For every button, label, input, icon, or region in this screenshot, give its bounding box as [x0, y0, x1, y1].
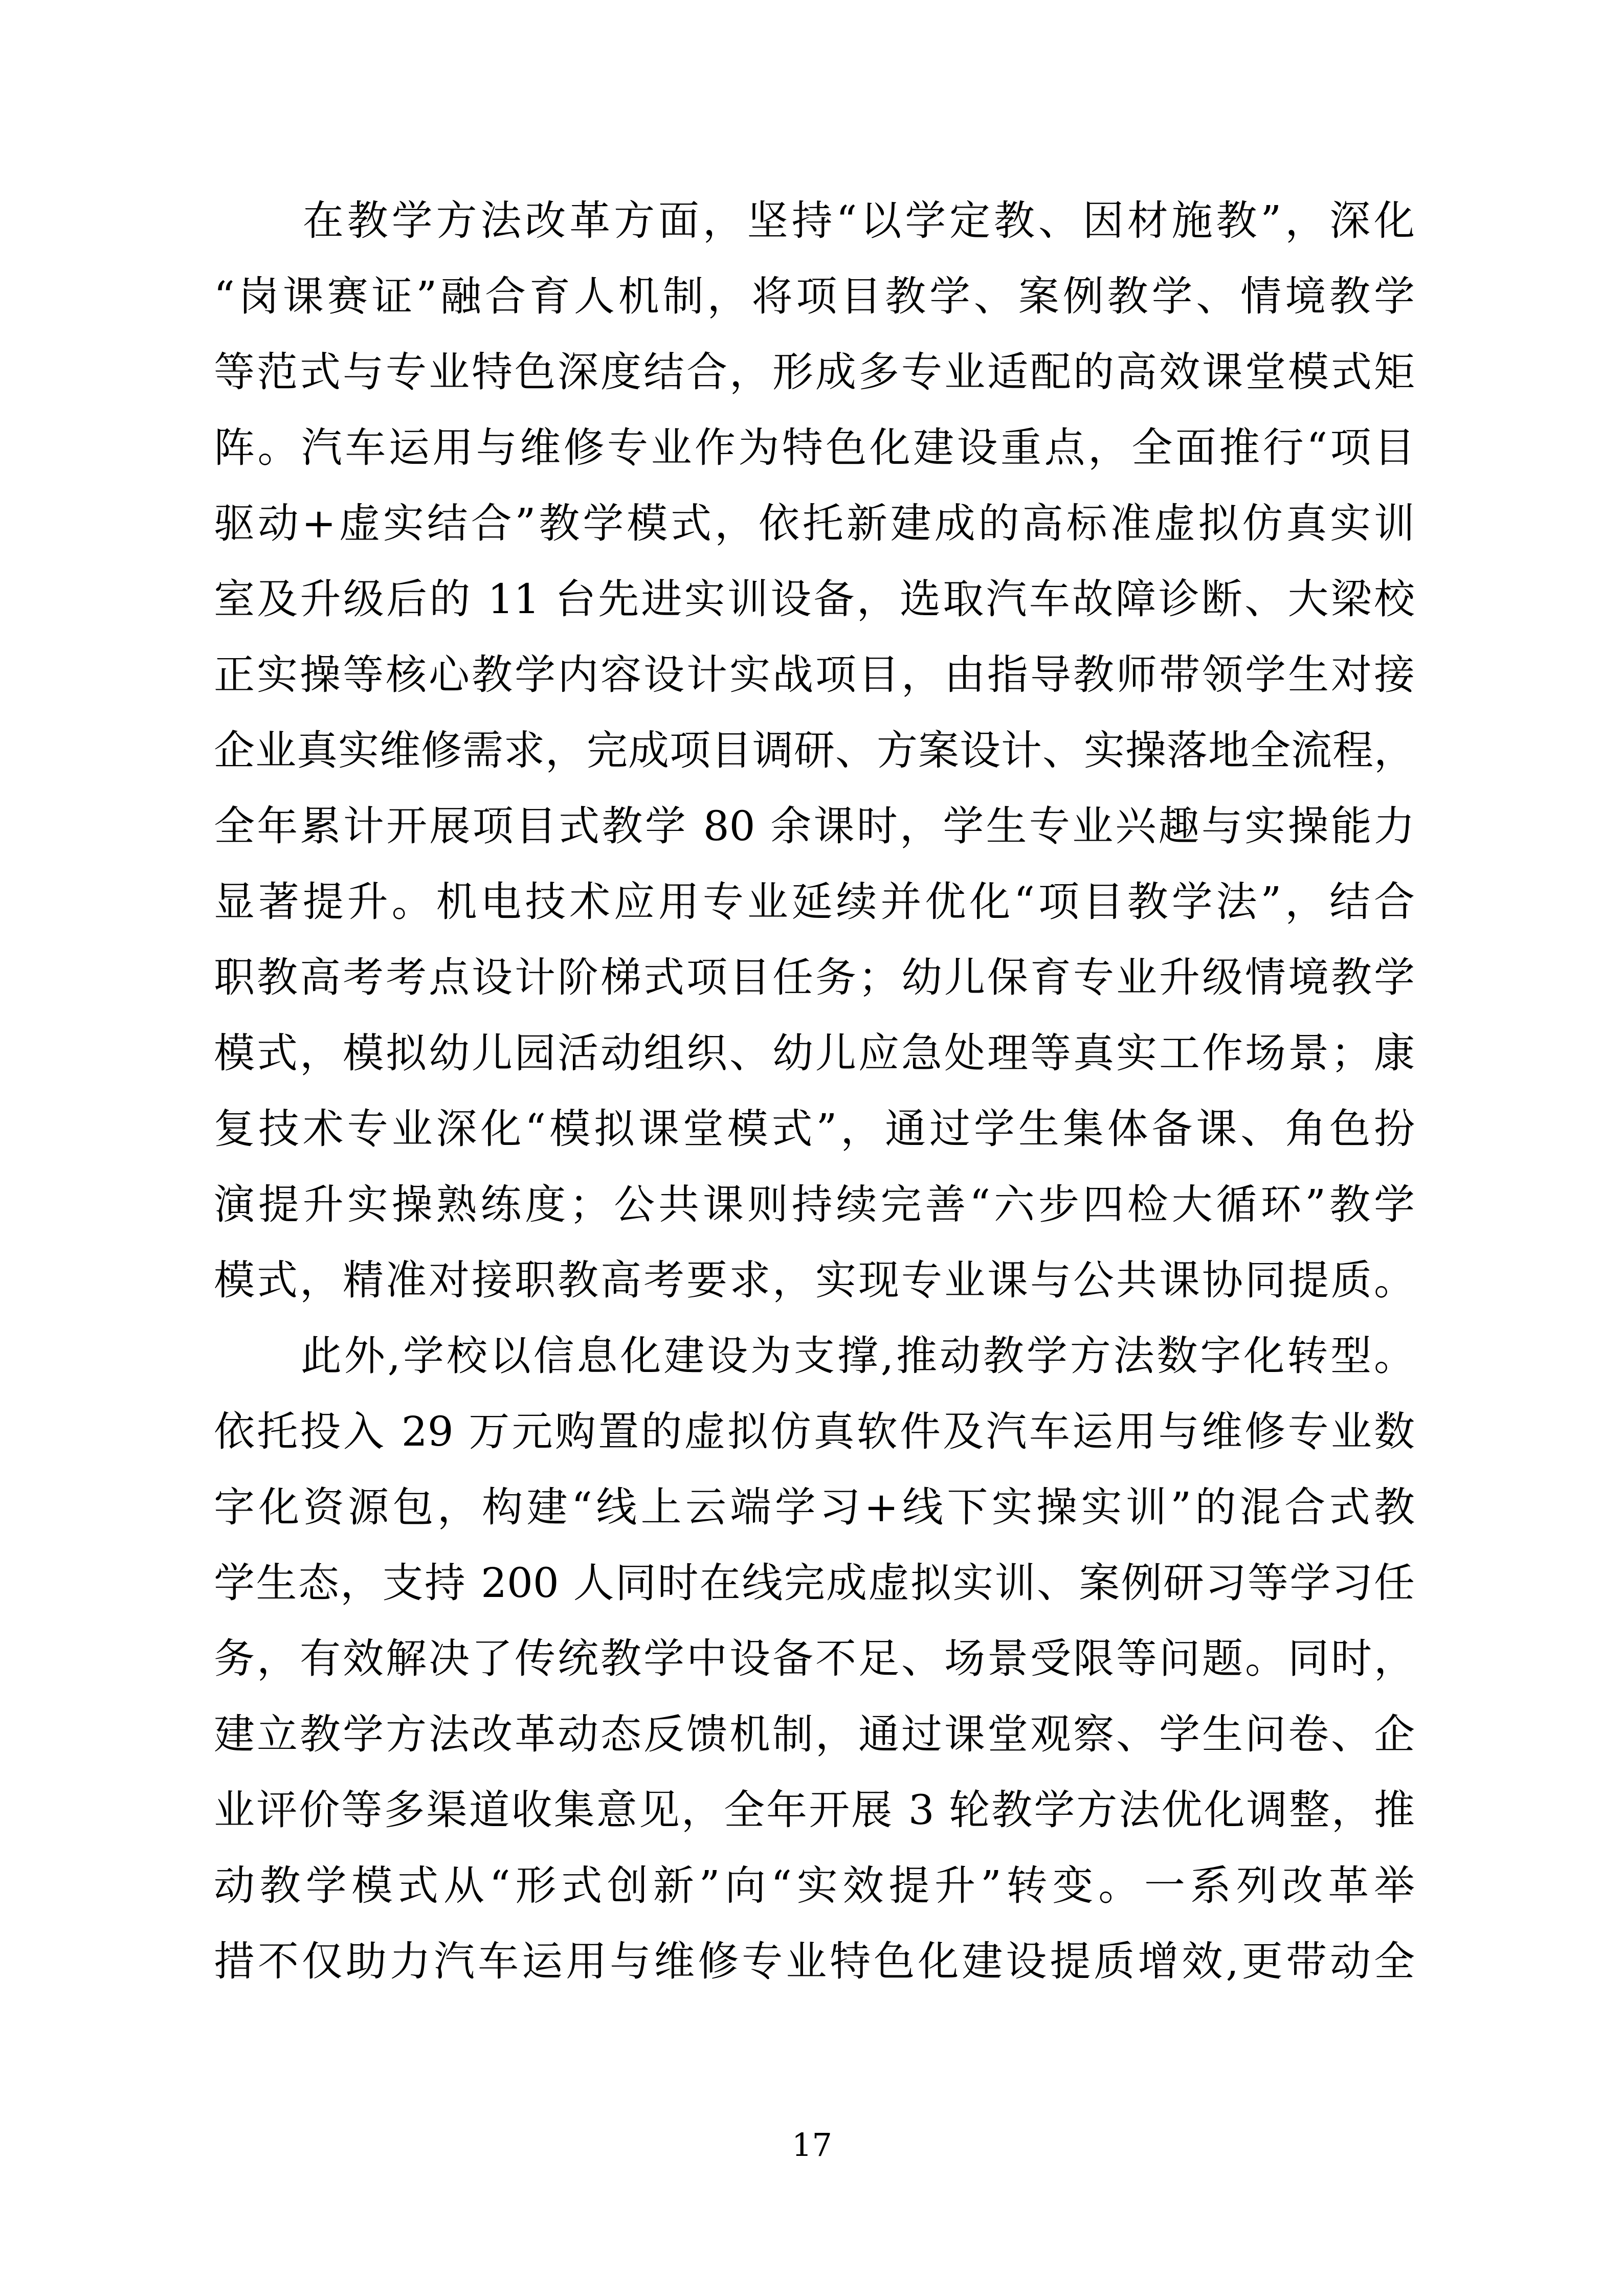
text-line: 全年累计开展项目式教学 80 余课时，学生专业兴趣与实操能力 — [214, 802, 1415, 850]
paragraph — [214, 1318, 1415, 1999]
text-line: 在教学方法改革方面，坚持“以学定教、因材施教”，深化 — [214, 197, 1415, 244]
text-line: 业评价等多渠道收集意见，全年开展 3 轮教学方法优化调整，推 — [214, 1786, 1415, 1834]
text-line: 显著提升。机电技术应用专业延续并优化“项目教学法”，结合 — [214, 878, 1415, 926]
text-line: 此外,学校以信息化建设为支撑,推动教学方法数字化转型。 — [214, 1332, 1415, 1380]
page-footer — [0, 2127, 1624, 2163]
text-line: 措不仅助力汽车运用与维修专业特色化建设提质增效,更带动全 — [214, 1938, 1415, 1985]
page-number: 17 — [792, 2126, 832, 2164]
text-line: 正实操等核心教学内容设计实战项目，由指导教师带领学生对接 — [214, 651, 1415, 699]
text-line: 职教高考考点设计阶梯式项目任务；幼儿保育专业升级情境教学 — [214, 954, 1415, 1001]
text-line: 演提升实操熟练度；公共课则持续完善“六步四检大循环”教学 — [214, 1181, 1415, 1228]
text-line: 等范式与专业特色深度结合，形成多专业适配的高效课堂模式矩 — [214, 348, 1415, 396]
text-line: 学生态，支持 200 人同时在线完成虚拟实训、案例研习等学习任 — [214, 1559, 1415, 1607]
text-line: “岗课赛证”融合育人机制，将项目教学、案例教学、情境教学 — [214, 273, 1415, 320]
text-line: 动教学模式从“形式创新”向“实效提升”转变。一系列改革举 — [214, 1862, 1415, 1909]
text-line: 务，有效解决了传统教学中设备不足、场景受限等问题。同时， — [214, 1635, 1415, 1682]
text-line: 阵。汽车运用与维修专业作为特色化建设重点，全面推行“项目 — [214, 424, 1415, 471]
text-line: 室及升级后的 11 台先进实训设备，选取汽车故障诊断、大梁校 — [214, 575, 1415, 623]
text-line: 复技术专业深化“模拟课堂模式”，通过学生集体备课、角色扮 — [214, 1105, 1415, 1153]
paragraph — [214, 183, 1415, 1318]
text-line: 企业真实维修需求，完成项目调研、方案设计、实操落地全流程， — [214, 727, 1415, 774]
text-line: 模式，精准对接职教高考要求，实现专业课与公共课协同提质。 — [214, 1256, 1415, 1304]
text-line: 模式，模拟幼儿园活动组织、幼儿应急处理等真实工作场景；康 — [214, 1029, 1415, 1077]
body-text — [214, 183, 1415, 1999]
text-line: 建立教学方法改革动态反馈机制，通过课堂观察、学生问卷、企 — [214, 1710, 1415, 1758]
text-line: 依托投入 29 万元购置的虚拟仿真软件及汽车运用与维修专业数 — [214, 1408, 1415, 1455]
text-line: 驱动+虚实结合”教学模式，依托新建成的高标准虚拟仿真实训 — [214, 500, 1415, 547]
text-line: 字化资源包，构建“线上云端学习+线下实操实训”的混合式教 — [214, 1483, 1415, 1531]
